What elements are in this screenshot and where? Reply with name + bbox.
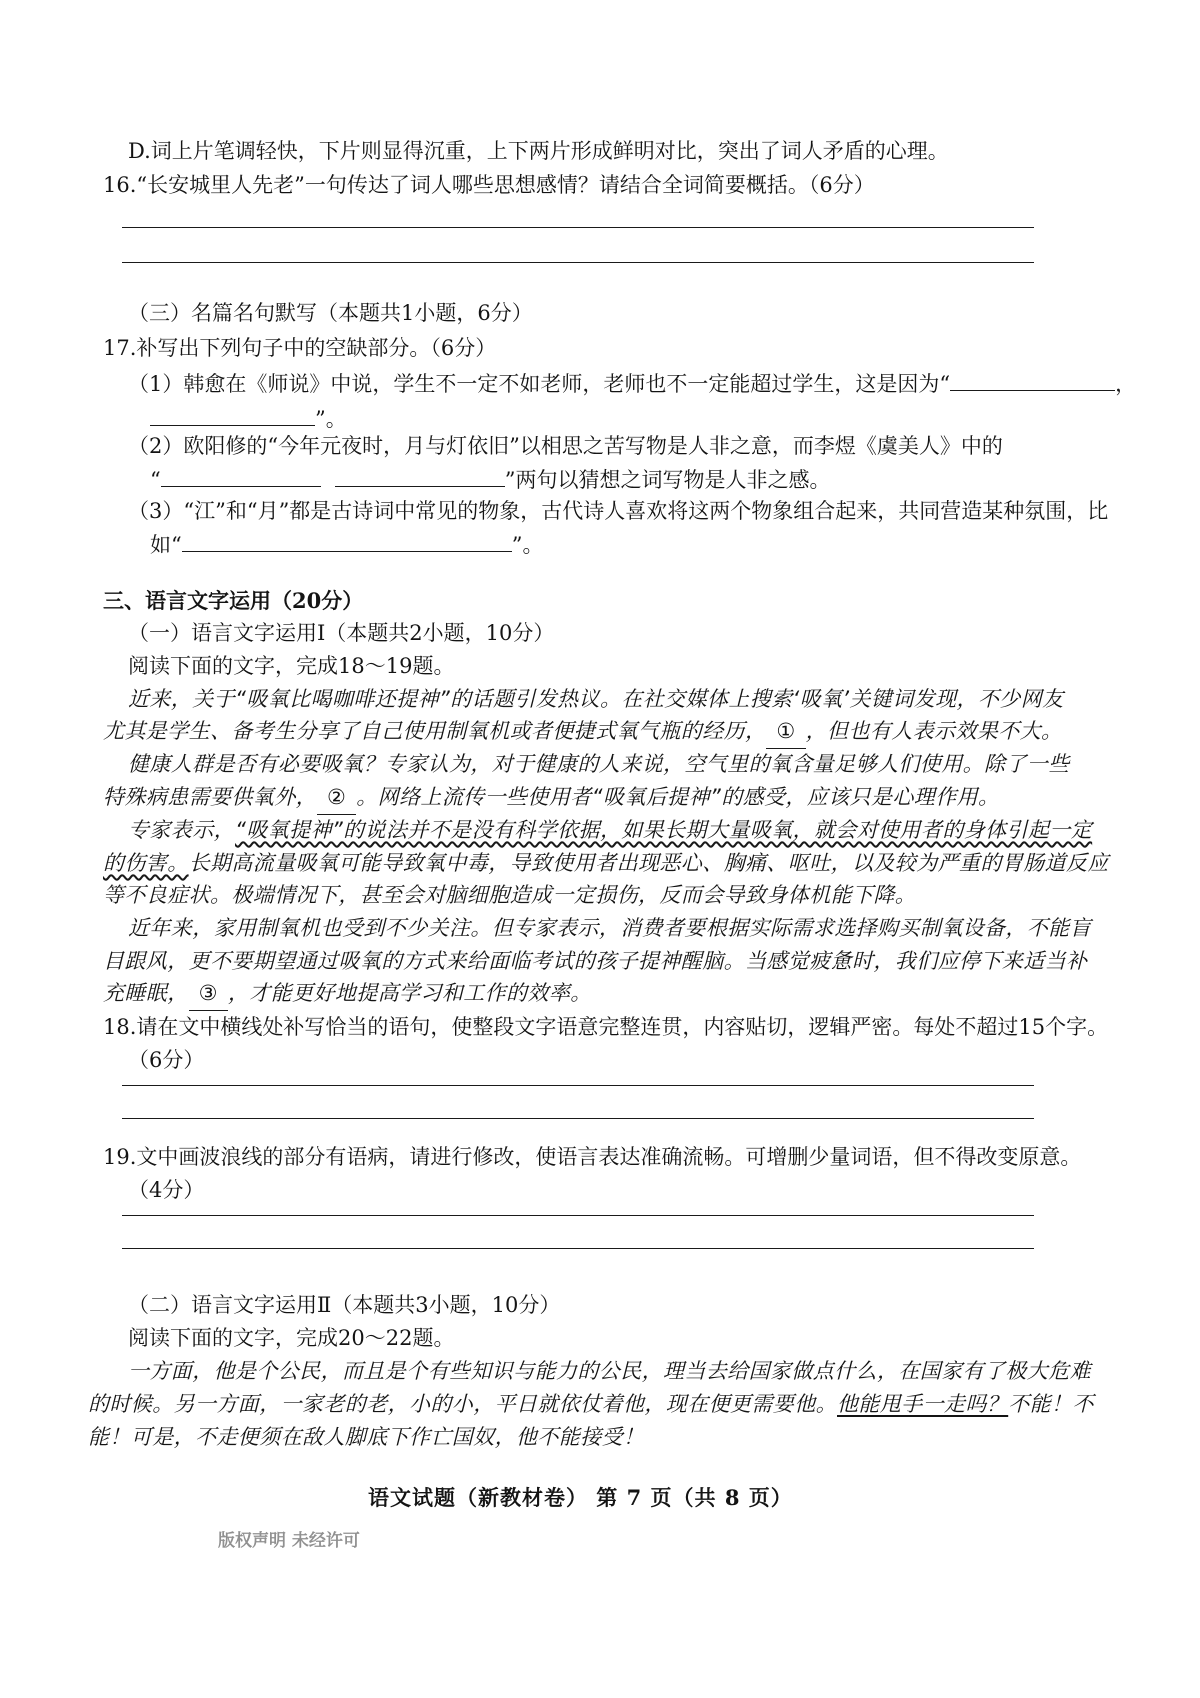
answer-line-q16-2[interactable]: [122, 262, 1034, 263]
passage-1-p1-line-2: [103, 716, 1062, 749]
question-19-line-2: （4分）: [128, 1178, 205, 1202]
answer-line-q19-2[interactable]: [122, 1248, 1034, 1249]
p2-text-b: 。网络上流传一些使用者“吸氧后提神”的感受，应该只是心理作用。: [356, 785, 1000, 809]
bottom-cut-off-text: 版权声明 未经许可: [218, 1531, 360, 1551]
reading-instruction-1: 阅读下面的文字，完成18～19题。: [128, 654, 455, 678]
passage-2-line-2: [88, 1389, 1094, 1421]
q17-2-line-1: （2）欧阳修的“今年元夜时，月与灯依旧”以相思之苦写物是人非之意，而李煜《虞美人》中的: [128, 434, 1003, 458]
answer-line-q16-1[interactable]: [122, 227, 1034, 228]
blank-mark-3[interactable]: ③: [189, 978, 228, 1011]
p5-text-a: 的时候。另一方面，一家老的老，小的小，平日就依仗着他，现在便更需要他。: [88, 1392, 837, 1416]
q17-2-blank-1[interactable]: [161, 464, 321, 487]
q15-option-d: D.词上片笔调轻快，下片则显得沉重，上下两片形成鲜明对比，突出了词人矛盾的心理。: [128, 139, 949, 163]
q17-3-blank[interactable]: [182, 529, 512, 552]
question-19-line-1: 19.文中画波浪线的部分有语病，请进行修改，使语言表达准确流畅。可增删少量词语，但不得改变原意。: [103, 1145, 1082, 1169]
subsection-2-title: （二）语言文字运用Ⅱ（本题共3小题，10分）: [128, 1293, 561, 1317]
q17-3-open: 如“: [150, 533, 182, 558]
question-16: 16.“长安城里人先老”一句传达了词人哪些思想感情？请结合全词简要概括。（6分）: [103, 173, 875, 197]
section-famous-lines-title: （三）名篇名句默写（本题共1小题，6分）: [128, 301, 533, 325]
passage-1-p4-line-2: 目跟风，更不要期望通过吸氧的方式来给面临考试的孩子提神醒脑。当感觉疲惫时，我们应停下来适当补: [103, 949, 1088, 973]
passage-1-p3-line-2: [103, 848, 1109, 880]
q17-1-blank-2[interactable]: [150, 403, 315, 426]
answer-line-q19-1[interactable]: [122, 1215, 1034, 1216]
passage-1-p3-line-1: [128, 815, 1092, 847]
passage-2-line-3: 能！可是，不走便须在敌人脚底下作亡国奴，他不能接受！: [88, 1425, 645, 1449]
reading-instruction-2: 阅读下面的文字，完成20～22题。: [128, 1326, 455, 1350]
q17-3-close: ”。: [511, 533, 544, 558]
q17-1-text: （1）韩愈在《师说》中说，学生不一定不如老师，老师也不一定能超过学生，这是因为“: [128, 372, 951, 397]
answer-line-q18-2[interactable]: [122, 1118, 1034, 1119]
passage-1-p2-line-1: 健康人群是否有必要吸氧？专家认为，对于健康的人来说，空气里的氧含量足够人们使用。除了一些: [128, 752, 1070, 776]
question-17: 17.补写出下列句子中的空缺部分。（6分）: [103, 336, 497, 360]
subsection-1-title: （一）语言文字运用Ⅰ（本题共2小题，10分）: [128, 621, 555, 645]
q17-2-open: “: [150, 468, 161, 493]
passage-1-p3-line-3: 等不良症状。极端情况下，甚至会对脑细胞造成一定损伤，反而会导致身体机能下降。: [103, 883, 917, 907]
q17-1-comma: ，: [1115, 372, 1137, 397]
q17-3-line-1: （3）“江”和“月”都是古诗词中常见的物象，古代诗人喜欢将这两个物象组合起来，共同营造某种氛围，比: [128, 499, 1109, 523]
q17-3-line-2: [150, 529, 544, 562]
question-18-line-2: （6分）: [128, 1048, 205, 1072]
wavy-underlined-sentence-part-2: 的伤害。: [103, 851, 189, 875]
q17-2-line-2: [150, 464, 831, 497]
section-3-title: 三、语言文字运用（20分）: [103, 588, 364, 613]
p5-text-b: 不能！不: [1008, 1392, 1094, 1416]
passage-1-p2-line-2: [103, 782, 999, 815]
p4-text-b: ，才能更好地提高学习和工作的效率。: [227, 981, 592, 1005]
passage-1-p4-line-1: 近年来，家用制氧机也受到不少关注。但专家表示，消费者要根据实际需求选择购买制氧设备，不能盲: [128, 916, 1091, 940]
p3-text-a: 专家表示，: [128, 818, 235, 842]
q17-2-tail: ”两句以猜想之词写物是人非之感。: [504, 468, 831, 493]
blank-mark-2[interactable]: ②: [317, 782, 356, 815]
question-18-line-1: 18.请在文中横线处补写恰当的语句，使整段文字语意完整连贯，内容贴切，逻辑严密。每处不超过15个字。: [103, 1015, 1109, 1039]
answer-line-q18-1[interactable]: [122, 1085, 1034, 1086]
passage-2-line-1: 一方面，他是个公民，而且是个有些知识与能力的公民，理当去给国家做点什么，在国家有了极大危难: [128, 1359, 1091, 1383]
wavy-underlined-sentence-part-1: “吸氧提神”的说法并不是没有科学依据，如果长期大量吸氧，就会对使用者的身体引起一定: [235, 818, 1093, 842]
passage-1-p4-line-3: [103, 978, 592, 1011]
q17-1-blank-1[interactable]: [950, 368, 1115, 391]
p4-text-a: 充睡眠，: [103, 981, 189, 1005]
passage-1-p1-line-1: 近来，关于“吸氧比喝咖啡还提神”的话题引发热议。在社交媒体上搜索‘吸氧’关键词发现，不少网友: [128, 687, 1064, 711]
p2-text-a: 特殊病患需要供氧外，: [103, 785, 317, 809]
p3-text-b: 长期高流量吸氧可能导致氧中毒，导致使用者出现恶心、胸痛、呕吐，以及较为严重的胃肠道反应: [188, 851, 1109, 875]
q17-2-blank-2[interactable]: [335, 464, 505, 487]
page-footer: 语文试题（新教材卷） 第 7 页（共 8 页）: [368, 1485, 793, 1510]
q17-1-close: ”。: [315, 407, 347, 432]
underlined-sentence: 他能甩手一走吗？: [837, 1392, 1009, 1416]
p1-text-b: ，但也有人表示效果不大。: [805, 719, 1063, 743]
blank-mark-1[interactable]: ①: [766, 716, 805, 749]
p1-text-a: 尤其是学生、备考生分享了自己使用制氧机或者便捷式氧气瓶的经历，: [103, 719, 767, 743]
q17-1-line-1: [128, 368, 1136, 401]
